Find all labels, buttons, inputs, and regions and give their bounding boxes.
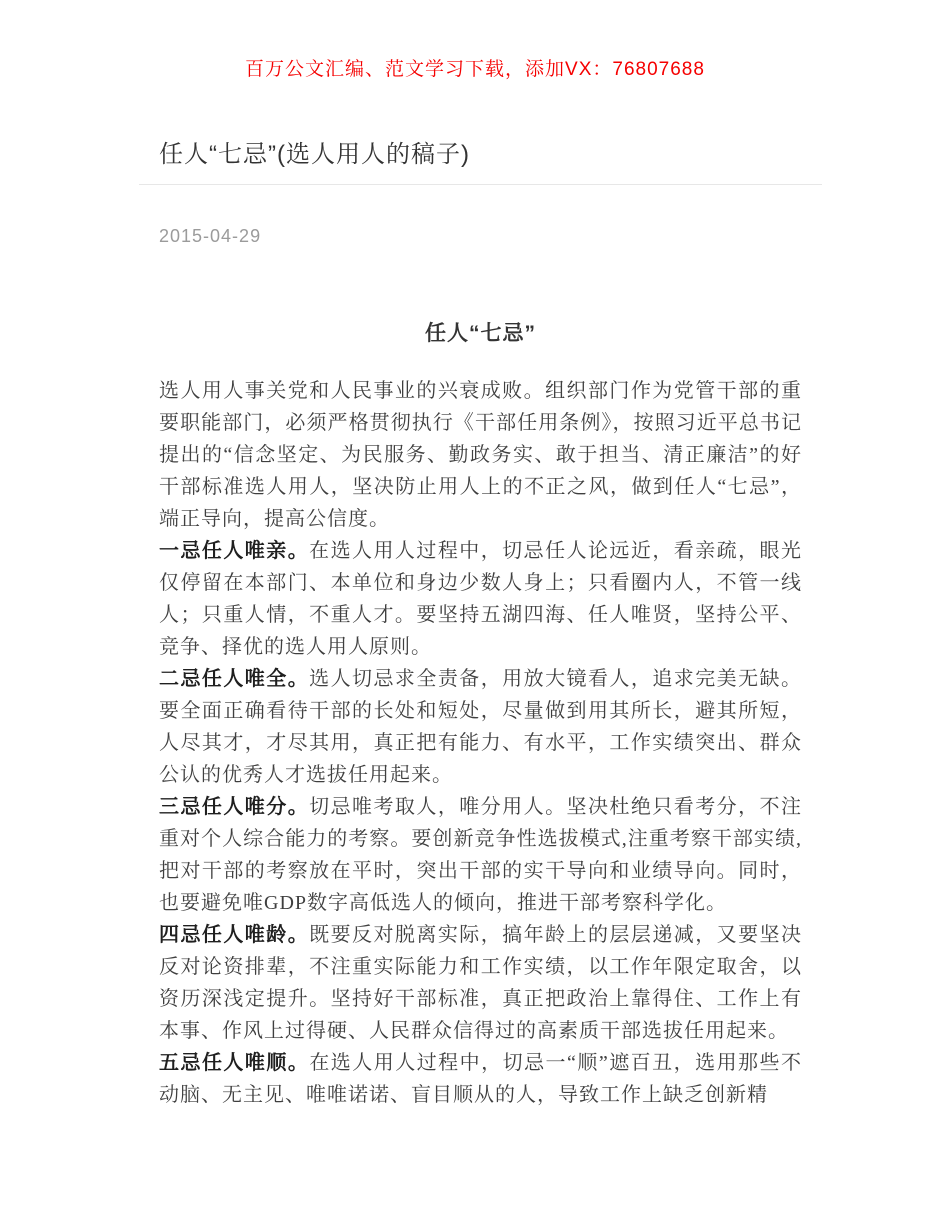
paragraph: 一忌任人唯亲。在选人用人过程中，切忌任人论远近，看亲疏，眼光仅停留在本部门、本单位和身边少数人身上；只看圈内人，不管一线人；只重人情，不重人才。要坚持五湖四海、任人唯贤，坚持公平、竞争、择优的选人用人原则。	[159, 540, 803, 658]
paragraph-lead: 二忌任人唯全。	[159, 668, 310, 690]
article-body	[159, 375, 802, 1111]
paragraph: 四忌任人唯龄。既要反对脱离实际，搞年龄上的层层递减，又要坚决反对论资排辈，不注重实际能力和工作实绩，以工作年限定取舍，以资历深浅定提升。坚持好干部标准，真正把政治上靠得住、工作上有本事、作风上过得硬、人民群众信得过的高素质干部选拔任用起来。	[159, 924, 803, 1042]
paragraph: 二忌任人唯全。选人切忌求全责备，用放大镜看人，追求完美无缺。要全面正确看待干部的长处和短处，尽量做到用其所长，避其所短，人尽其才，才尽其用，真正把有能力、有水平，工作实绩突出、群众公认的优秀人才选拔任用起来。	[159, 668, 803, 786]
paragraph-lead: 三忌任人唯分。	[159, 796, 310, 818]
paragraph: 选人用人事关党和人民事业的兴衰成败。组织部门作为党管干部的重要职能部门，必须严格贯彻执行《干部任用条例》，按照习近平总书记提出的“信念坚定、为民服务、勤政务实、敢于担当、清正廉洁”的好干部标准选人用人，坚决防止用人上的不正之风，做到任人“七忌”，端正导向，提高公信度。	[159, 380, 802, 530]
paragraph: 五忌任人唯顺。在选人用人过程中，切忌一“顺”遮百丑，选用那些不动脑、无主见、唯唯诺诺、盲目顺从的人，导致工作上缺乏创新精	[159, 1052, 802, 1106]
article-date: 2015-04-29	[159, 226, 262, 246]
paragraph-lead: 四忌任人唯龄。	[159, 924, 310, 946]
promo-banner: 百万公文汇编、范文学习下载，添加VX：76807688	[245, 59, 705, 80]
paragraph-lead: 五忌任人唯顺。	[159, 1052, 310, 1074]
article-title: 任人“七忌”(选人用人的稿子)	[159, 141, 470, 168]
paragraph: 三忌任人唯分。切忌唯考取人，唯分用人。坚决杜绝只看考分，不注重对个人综合能力的考察。要创新竞争性选拔模式,注重考察干部实绩,把对干部的考察放在平时，突出干部的实干导向和业绩导向。同时，也要避免唯GDP数字高低选人的倾向，推进干部考察科学化。	[159, 796, 803, 914]
article	[139, 0, 822, 1230]
title-divider	[139, 184, 822, 185]
article-heading: 任人“七忌”	[425, 322, 536, 345]
paragraph-lead: 一忌任人唯亲。	[159, 540, 310, 562]
